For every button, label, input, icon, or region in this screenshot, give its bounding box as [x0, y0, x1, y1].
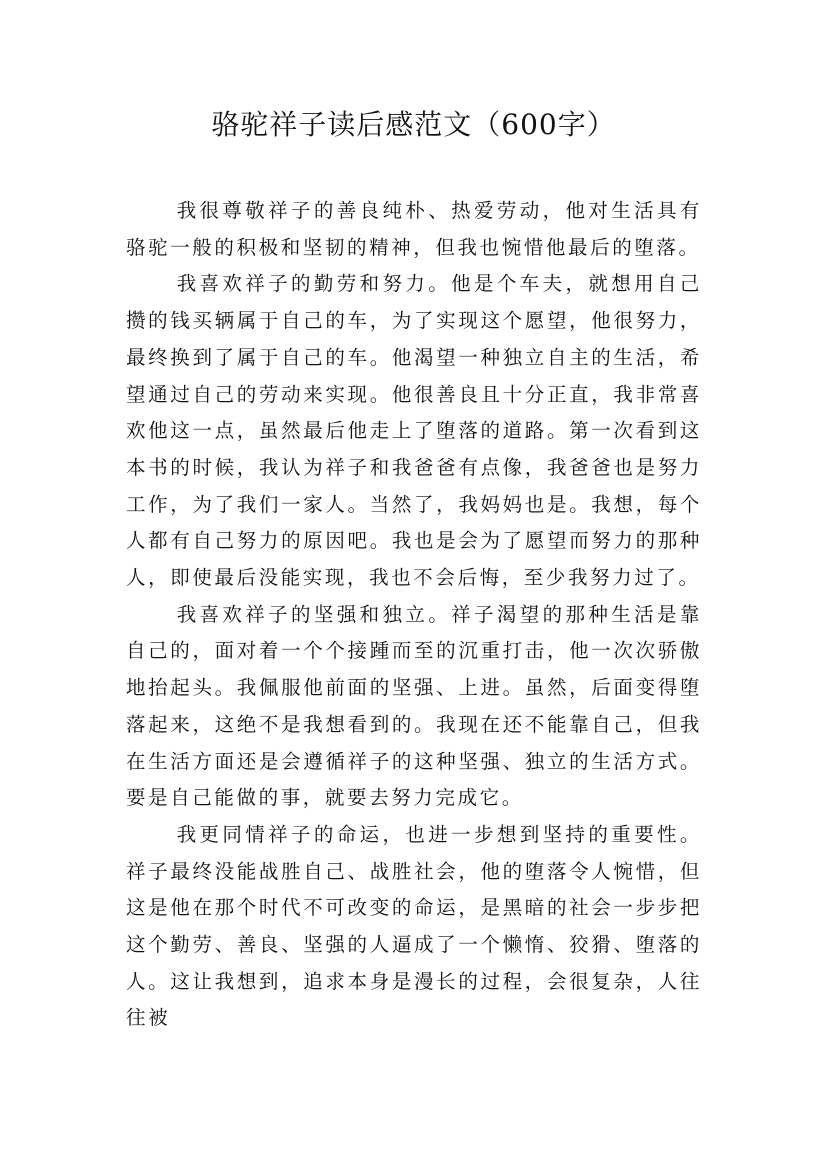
- document-body: [126, 193, 702, 1037]
- paragraph-4: 我更同情祥子的命运，也进一步想到坚持的重要性。祥子最终没能战胜自己、战胜社会，他的堕落令人惋惜，但这是他在那个时代不可改变的命运，是黑暗的社会一步步把这个勤劳、善良、坚强的人逼成了一个懒惰、狡猾、堕落的人。这让我想到，追求本身是漫长的过程，会很复杂，人往往被: [126, 822, 702, 1030]
- paragraph-1: 我很尊敬祥子的善良纯朴、热爱劳动，他对生活具有骆驼一般的积极和坚韧的精神，但我也惋惜他最后的堕落。: [126, 199, 702, 259]
- paragraph-2: 我喜欢祥子的勤劳和努力。他是个车夫，就想用自己攒的钱买辆属于自己的车，为了实现这个愿望，他很努力，最终换到了属于自己的车。他渴望一种独立自主的生活，希望通过自己的劳动来实现。他很善良且十分正直，我非常喜欢他这一点，虽然最后他走上了堕落的道路。第一次看到这本书的时候，我认为祥子和我爸爸有点像，我爸爸也是努力工作，为了我们一家人。当然了，我妈妈也是。我想，每个人都有自己努力的原因吧。我也是会为了愿望而努力的那种人，即使最后没能实现，我也不会后悔，至少我努力过了。: [126, 272, 702, 590]
- document-title: 骆驼祥子读后感范文（600字）: [211, 108, 616, 141]
- paragraph-3: 我喜欢祥子的坚强和独立。祥子渴望的那种生活是靠自己的，面对着一个个接踵而至的沉重打击，他一次次骄傲地抬起头。我佩服他前面的坚强、上进。虽然，后面变得堕落起来，这绝不是我想看到的。我现在还不能靠自己，但我在生活方面还是会遵循祥子的这种坚强、独立的生活方式。要是自己能做的事，就要去努力完成它。: [126, 602, 702, 810]
